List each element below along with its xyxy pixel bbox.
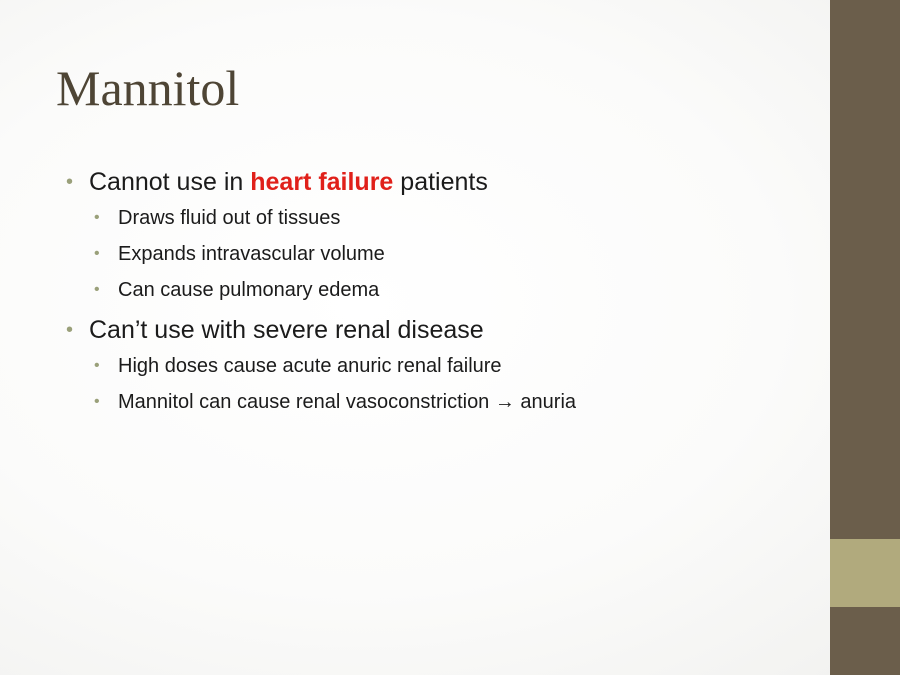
bullet-item-heart-failure [60,164,820,200]
sub-bullet-text: Can cause pulmonary edema [118,279,380,301]
bullet-list [60,164,820,420]
dot-bullet-icon: • [94,357,100,374]
dot-bullet-icon: • [66,319,74,341]
sub-bullet-item [60,200,820,236]
sub-bullet-item [60,384,820,420]
sub-bullet-item [60,272,820,308]
dot-bullet-icon: • [94,281,100,298]
side-decoration-accent [830,539,900,607]
bullet-item-renal-disease [60,312,820,348]
bullet-text-suffix: patients [400,168,488,196]
dot-bullet-icon: • [94,245,100,262]
bullet-text: Can’t use with severe renal disease [89,316,484,344]
dot-bullet-icon: • [66,171,74,193]
sub-bullet-item [60,348,820,384]
sub-bullet-text: Draws fluid out of tissues [118,207,341,229]
dot-bullet-icon: • [94,209,100,226]
sub-bullet-text: High doses cause acute anuric renal failure [118,355,502,377]
sub-bullet-item [60,236,820,272]
dot-bullet-icon: • [94,393,100,410]
sub-bullet-text: Expands intravascular volume [118,243,385,265]
bullet-text-prefix: Cannot use in [89,168,244,196]
sub-bullet-text: Mannitol can cause renal vasoconstriction → anuria [118,391,577,413]
slide-title: Mannitol [56,60,240,116]
bullet-text-emphasis: heart failure [250,168,394,196]
